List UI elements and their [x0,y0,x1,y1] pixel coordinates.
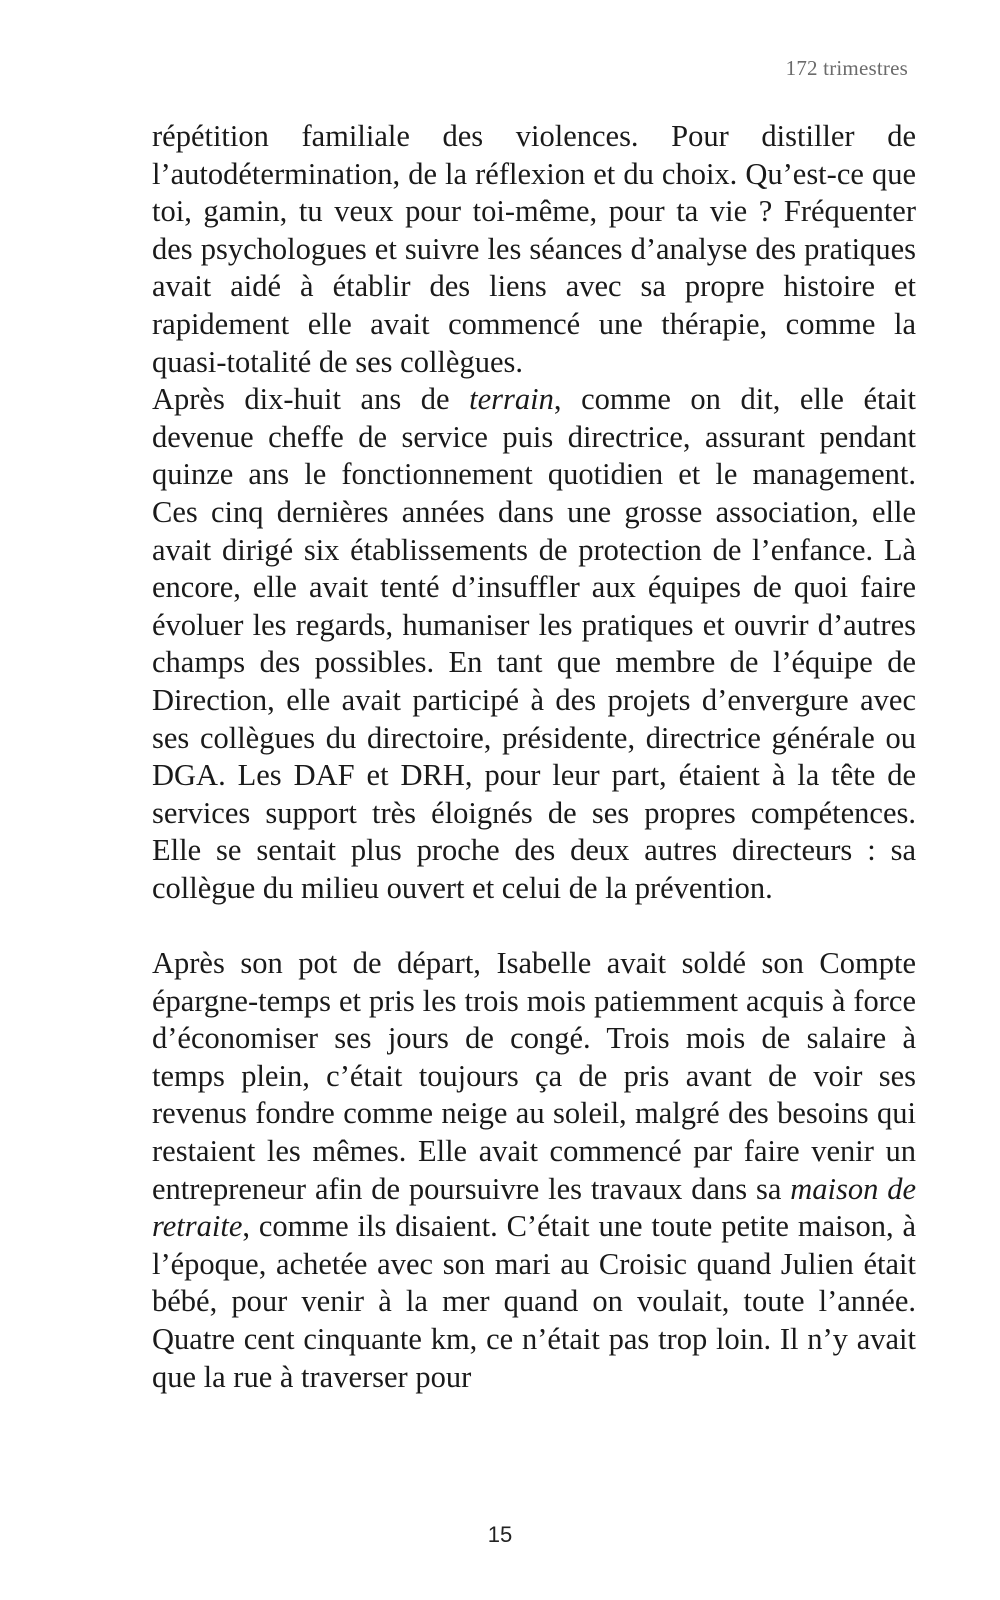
paragraph-3-text-a: Après son pot de départ, Isabelle avait soldé son Compte épargne-temps et pris les trois mois patiemment acquis à force d’économiser ses jours de congé. Trois mois de salaire à temps plein, c’était toujours ça de pris avant de voir ses revenus fondre comme neige au soleil, malgré des besoins qui restaient les mêmes. Elle avait commencé par faire venir un entrepreneur afin de poursuivre les travaux dans sa [152,946,916,1206]
body-text [152,118,916,1396]
paragraph-3 [152,945,916,1396]
italic-terrain: terrain [469,382,554,417]
running-head: 172 trimestres [785,56,908,80]
paragraph-2 [152,381,916,907]
page-number: 15 [487,1522,513,1547]
paragraph-1: répétition familiale des violences. Pour distiller de l’autodétermination, de la réflexion et du choix. Qu’est-ce que toi, gamin, tu veux pour toi-même, pour ta vie ? Fréquenter des psychologues et suivre les séances d’analyse des pratiques avait aidé à établir des liens avec sa propre histoire et rapidement elle avait commencé une thérapie, comme la quasi-totalité de ses collègues. [152,119,916,379]
italic-maison-de-retraite: maison de retraite [152,1171,916,1244]
paragraph-3-text-b: , comme ils disaient. C’était une toute petite maison, à l’époque, achetée avec son mari au Croisic quand Julien était bébé, pour venir à la mer quand on voulait, toute l’année. Quatre cent cinquante km, ce n’était pas trop loin. Il n’y avait que la rue à traverser pour [152,1209,916,1394]
paragraph-2-text-a: Après dix-huit ans de [152,382,470,417]
paragraph-gap [152,907,916,945]
paragraph-2-text-b: , comme on dit, elle était devenue cheffe de service puis directrice, assurant pendant quinze ans le fonctionnement quotidien et le management. Ces cinq dernières années dans une grosse association, elle avait dirigé six établissements de protection de l’enfance. Là encore, elle avait tenté d’insuffler aux équipes de quoi faire évoluer les regards, humaniser les pratiques et ouvrir d’autres champs des possibles. En tant que membre de l’équipe de Direction, elle avait participé à des projets d’envergure avec ses collègues du directoire, présidente, directrice générale ou DGA. Les DAF et DRH, pour leur part, étaient à la tête de services support très éloignés de ses propres compétences. Elle se sentait plus proche des deux autres directeurs : sa collègue du milieu ouvert et celui de la prévention. [152,382,916,905]
